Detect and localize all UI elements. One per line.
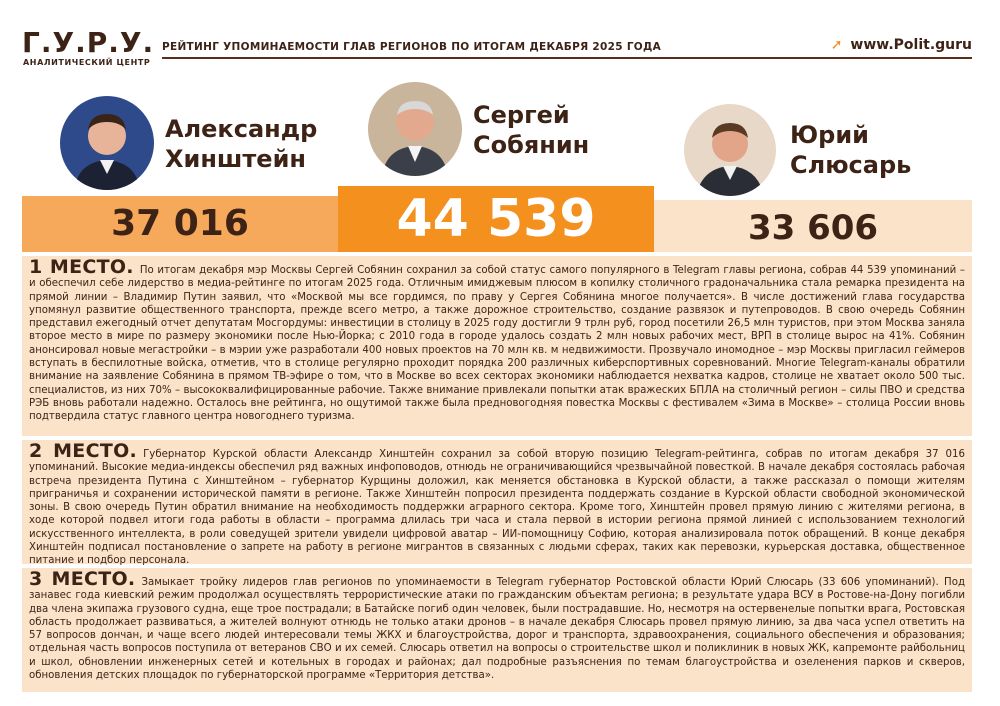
header-rule — [162, 57, 972, 59]
score-left: 37 016 — [22, 196, 338, 252]
score-center: 44 539 — [338, 186, 654, 252]
section-second-place — [22, 440, 972, 567]
site-url: www.Polit.guru — [850, 37, 972, 53]
header — [22, 26, 972, 67]
page-title: РЕЙТИНГ УПОМИНАЕМОСТИ ГЛАВ РЕГИОНОВ ПО ИТОГАМ ДЕКАБРЯ 2025 ГОДА — [162, 41, 662, 53]
score-right: 33 606 — [654, 200, 972, 252]
section-first-place — [22, 256, 972, 436]
avatar-right — [684, 104, 776, 196]
name-center-first: Сергей — [473, 101, 570, 129]
portrait-center-icon — [368, 82, 462, 176]
name-right-first: Юрий — [790, 121, 869, 149]
place-label: 1 МЕСТО. — [29, 256, 134, 278]
portrait-left-icon — [60, 96, 154, 190]
name-right — [790, 120, 911, 180]
section-third-place — [22, 568, 972, 692]
name-left-first: Александр — [165, 115, 318, 143]
name-right-last: Слюсарь — [790, 151, 912, 179]
section-text: По итогам декабря мэр Москвы Сергей Собянин сохранил за собой статус самого популярного в Telegram главы региона, собрав 44 539 упоминаний – и обеспечил себе лидерство в медиа-рейтинге по итогам 2025 года. Отличным имиджевым плюсом в копилку столичного градоначальника стала ремарка президента на прямой линии – Владимир Путин заявил, что «Москвой мы все гордимся, по праву у Сергея Собянина многое получается». В числе достижений глава государства упомянул развитие общественного транспорта, прежде всего метро, а также дорожное строительство, создание развязок и путепроводов. В свою очередь Собянин представил ежегодный отчет депутатам Мосгордумы: инвестиции в столицу в 2025 году достигли 9 трлн руб, город посетили 26,5 млн туристов, при этом Москва заняла второе место в мире по размеру экономики после Нью-Йорка; с 2010 года в городе удалось создать 2 млн новых рабочих мест, ВРП в столице вырос на 41%. Собянин анонсировал новые мегастройки – в мэрии уже разработали 400 новых проектов на 70 млн кв. м недвижимости. Прозвучало иномодное – мэр Москвы пригласил геймеров вступать в беспилотные войска, отметив, что в столице регулярно проходит порядка 200 различных киберспортивных соревнований. Многие Telegram-каналы обратили внимание на заявление Собянина в прямом ТВ-эфире о том, что в Москве во всех секторах экономики наблюдается нехватка кадров, столице не хватает около 500 тыс. специалистов, из них 70% – высококвалифицированные рабочие. Также внимание привлекали попытки атак вражеских БПЛА на столичный регион – силы ПВО и средства РЭБ вновь работали надежно. Осталось вне рейтинга, но ощутимой также была предновогодняя повестка Москвы с фестивалем «Зима в Москве» – столица России вновь подтвердила статус главного центра новогоднего туризма. — [29, 265, 965, 423]
name-center — [473, 100, 589, 160]
place-label: 3 МЕСТО. — [29, 568, 136, 590]
avatar-center — [368, 82, 462, 176]
portrait-right-icon — [684, 104, 776, 196]
place-label: 2 МЕСТО. — [29, 440, 138, 462]
logo-subtitle: АНАЛИТИЧЕСКИЙ ЦЕНТР — [23, 58, 151, 67]
avatar-left — [60, 96, 154, 190]
site-link[interactable] — [831, 37, 972, 53]
section-text: Губернатор Курской области Александр Хинштейн сохранил за собой вторую позицию Telegram-рейтинга, собрав по итогам декабря 37 016 упоминаний. Высокие медиа-индексы обеспечил ряд важных инфоповодов, отнюдь не ограничивающийся чрезвычайной повесткой. В начале декабря состоялась рабочая встреча президента Путина с Хинштейном – губернатор Курщины доложил, как меняется обстановка в Курской области, а также рассказал о помощи жителям приграничья и сохранении исторической памяти в регионе. Также Хинштейн попросил президента поддержать создание в Курской области свободной экономической зоны. В свою очередь Путин обратил внимание на необходимость поддержки аграрного сектора. Кроме того, Хинштейн провел прямую линию с жителями региона, в ходе которой подвел итоги года работы в области – программа длилась три часа и стала первой в истории региона прямой линией с использованием технологий искусственного интеллекта, в роли соведущей зрители увидели цифровой аватар – ИИ-помощницу Софию, которая анализировала поток обращений. В конце декабря Хинштейн подписал постановление о запрете на работу в регионе мигрантов в связанных с людьми сферах, таких как перевозки, курьерская доставка, общественное питание и подбор персонала. — [29, 449, 965, 567]
name-left — [165, 114, 317, 174]
arrow-up-right-icon: ➚ — [830, 37, 843, 53]
name-left-last: Хинштейн — [165, 145, 306, 173]
section-text: Замыкает тройку лидеров глав регионов по упоминаемости в Telegram губернатор Ростовской области Юрий Слюсарь (33 606 упоминаний). Под занавес года киевский режим продолжал осуществлять террористические атаки по гражданским объектам региона; в результате удара ВСУ в Ростове-на-Дону погибли два члена экипажа грузового судна, еще трое пострадали; в Батайске погиб один человек, были пострадавшие. Но, несмотря на остервенелые попытки врага, Ростовская область продолжает развиваться, а жителей волнуют отнюдь не только атаки дронов – в начале декабря Слюсарь провел прямую линию, за два часа успел ответить на 57 вопросов дончан, и чаще всего людей интересовали темы ЖКХ и благоустройства, дорог и транспорта, здравоохранения, социального обеспечения и образования; отдельная часть вопросов поступила от ветеранов СВО и их семей. Слюсарь ответил на вопросы о строительстве школ и поликлиник в новых ЖК, капремонте райбольниц и школ, обновлении инженерных сетей и котельных в городах и районах; дал подробные разъяснения по темам благоустройства и озеленения парков и скверов, обновления детских площадок по губернаторской программе «Территория детства». — [29, 577, 965, 682]
logo[interactable]: Г.У.Р.У. — [22, 26, 155, 59]
name-center-last: Собянин — [473, 131, 590, 159]
